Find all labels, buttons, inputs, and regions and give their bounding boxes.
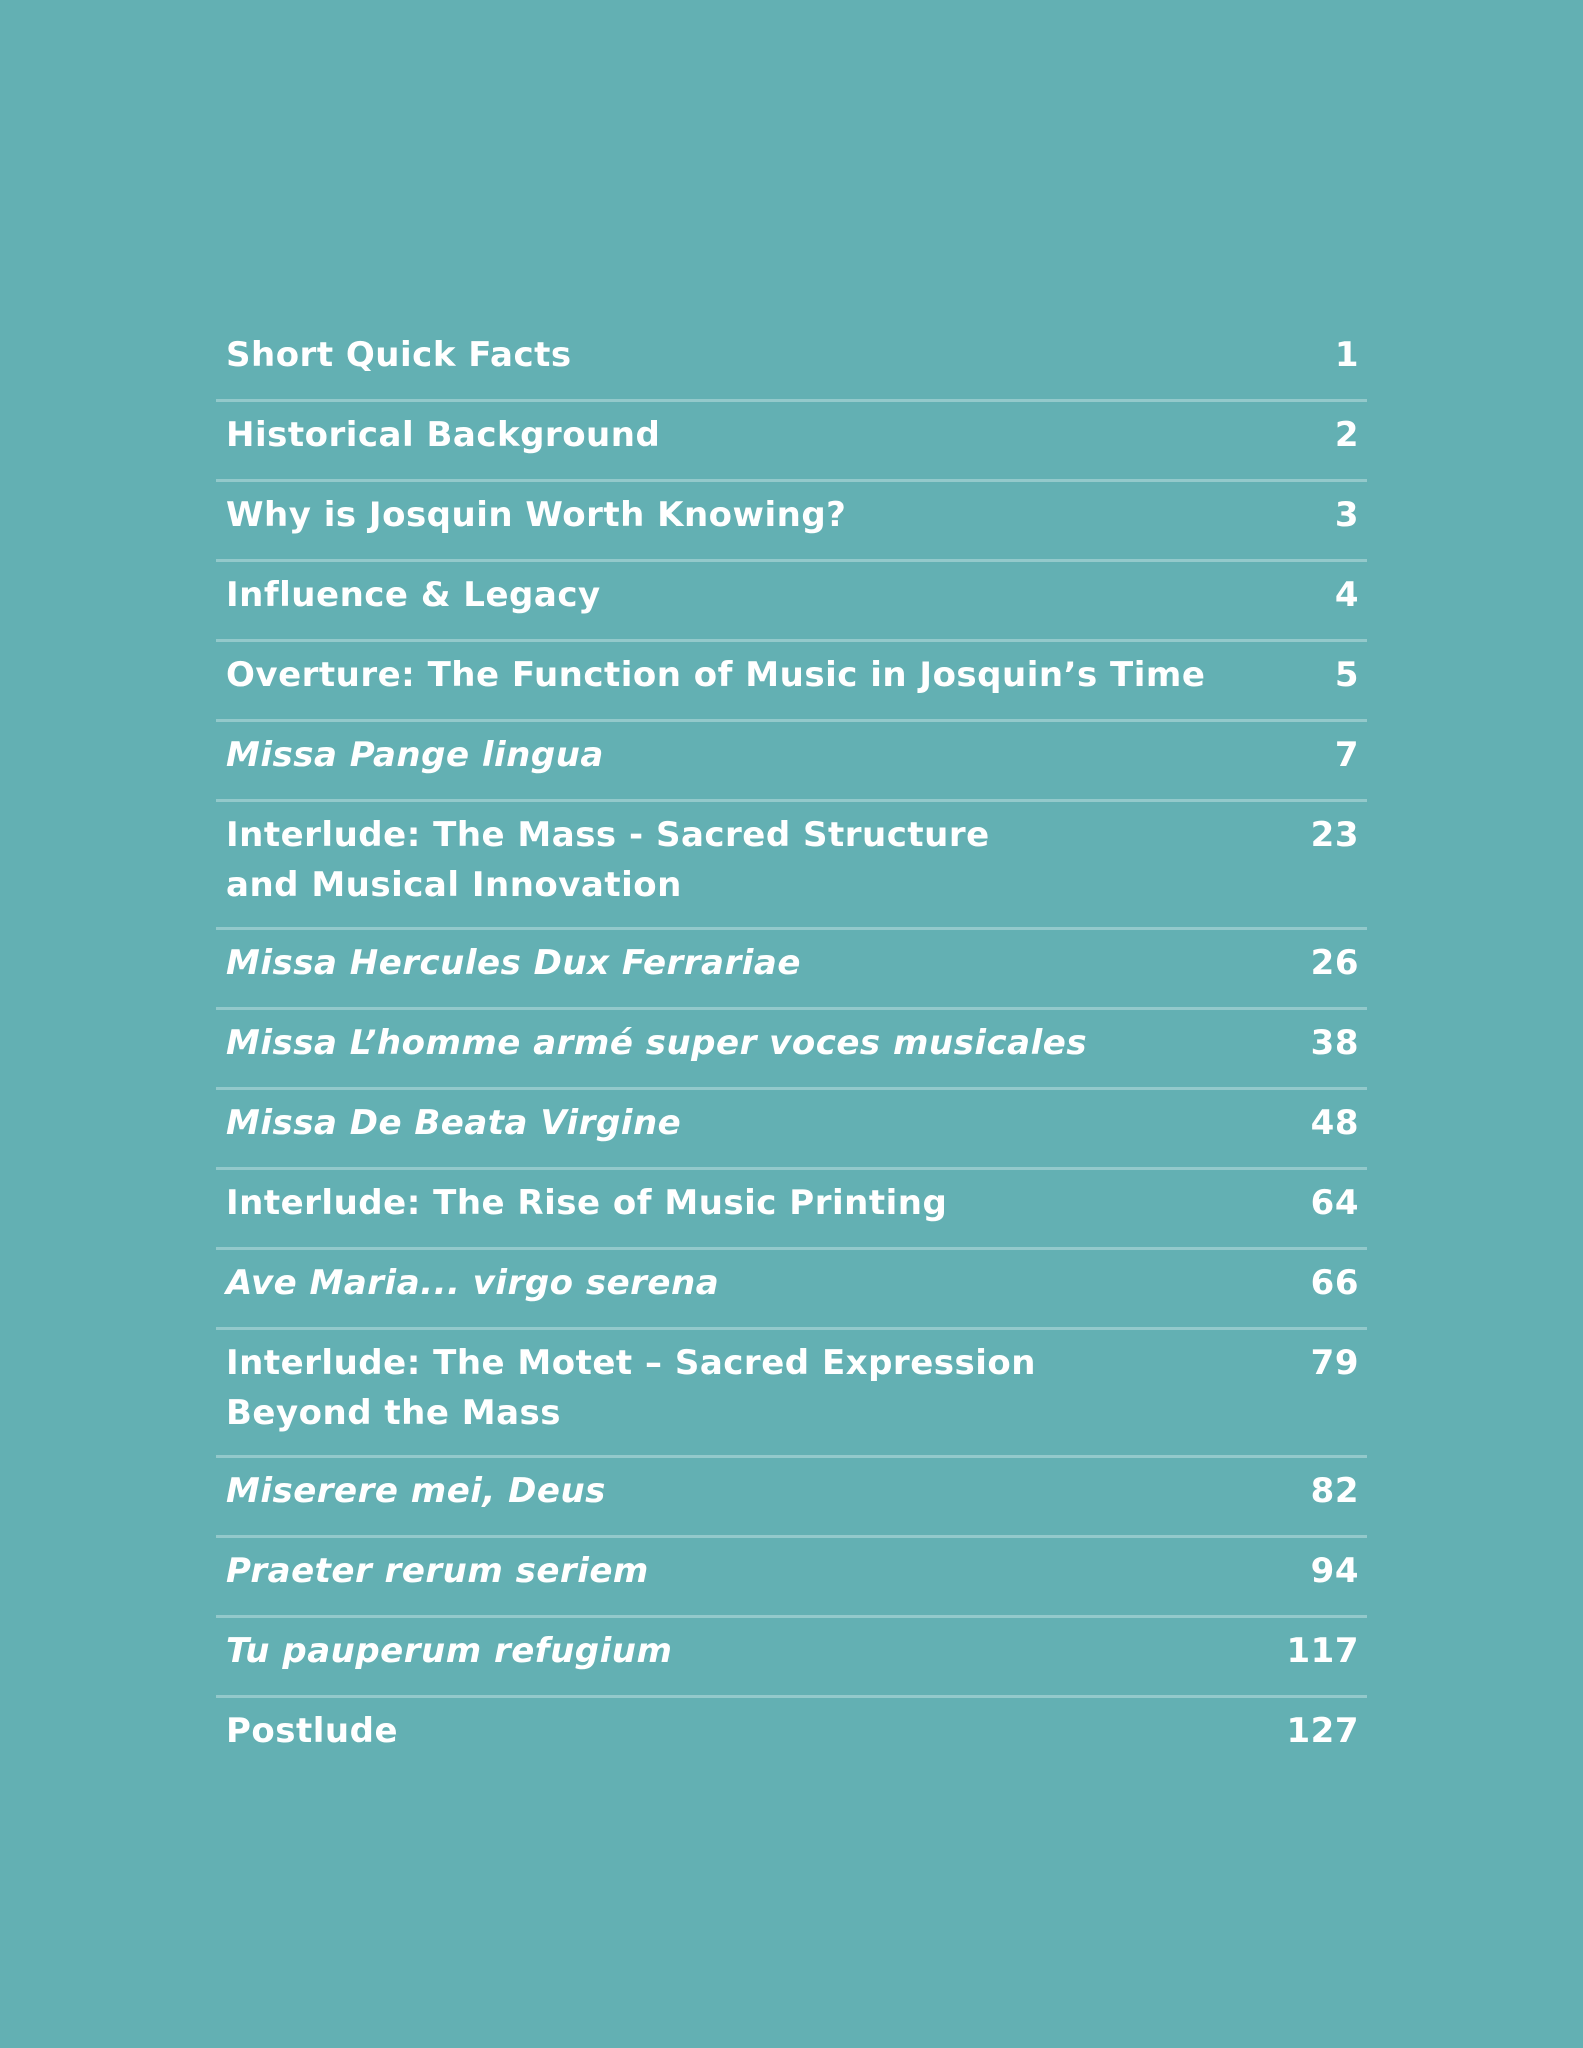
toc-entry-title: Overture: The Function of Music in Josquin’s Time — [226, 655, 1206, 695]
toc-entry-title: Tu pauperum refugium — [226, 1631, 673, 1671]
toc-entry-page-number: 79 — [1310, 1343, 1359, 1383]
toc-entry[interactable] — [216, 1618, 1367, 1698]
toc-entry[interactable] — [216, 482, 1367, 562]
toc-entry-page-number: 23 — [1310, 815, 1359, 855]
toc-entry-page-number: 66 — [1310, 1263, 1359, 1303]
toc-entry-title: Missa De Beata Virgine — [226, 1103, 682, 1143]
toc-entry[interactable] — [216, 322, 1367, 402]
toc-entry-page-number: 26 — [1310, 943, 1359, 983]
toc-entry-title: Why is Josquin Worth Knowing? — [226, 495, 847, 535]
toc-entry[interactable] — [216, 642, 1367, 722]
toc-entry-page-number: 5 — [1334, 655, 1359, 695]
toc-entry[interactable] — [216, 1458, 1367, 1538]
toc-entry-title: Praeter rerum seriem — [226, 1551, 649, 1591]
table-of-contents — [216, 322, 1367, 1778]
toc-entry[interactable] — [216, 1090, 1367, 1170]
toc-entry[interactable] — [216, 1170, 1367, 1250]
toc-entry-title: Influence & Legacy — [226, 575, 601, 615]
toc-entry[interactable] — [216, 1330, 1367, 1458]
toc-entry-title: Short Quick Facts — [226, 335, 572, 375]
toc-entry-page-number: 4 — [1334, 575, 1359, 615]
toc-entry-page-number: 3 — [1334, 495, 1359, 535]
toc-entry-page-number: 1 — [1334, 335, 1359, 375]
toc-entry-title: Missa Hercules Dux Ferrariae — [226, 943, 801, 983]
toc-entry-title: Missa Pange lingua — [226, 735, 604, 775]
toc-entry-title: Historical Background — [226, 415, 661, 455]
toc-entry[interactable] — [216, 1698, 1367, 1778]
toc-entry-title: Ave Maria... virgo serena — [226, 1263, 720, 1303]
toc-entry-title: Interlude: The Motet – Sacred Expression Beyond the Mass — [226, 1343, 1036, 1433]
toc-entry-page-number: 2 — [1334, 415, 1359, 455]
toc-entry-page-number: 127 — [1286, 1711, 1359, 1751]
toc-entry-page-number: 38 — [1310, 1023, 1359, 1063]
toc-entry-page-number: 94 — [1310, 1551, 1359, 1591]
toc-entry[interactable] — [216, 1250, 1367, 1330]
toc-entry[interactable] — [216, 722, 1367, 802]
toc-entry[interactable] — [216, 1010, 1367, 1090]
toc-entry-page-number: 117 — [1286, 1631, 1359, 1671]
toc-entry[interactable] — [216, 930, 1367, 1010]
toc-entry[interactable] — [216, 1538, 1367, 1618]
toc-entry[interactable] — [216, 802, 1367, 930]
toc-entry-page-number: 7 — [1334, 735, 1359, 775]
toc-entry[interactable] — [216, 402, 1367, 482]
toc-entry-title: Postlude — [226, 1711, 399, 1751]
toc-entry[interactable] — [216, 562, 1367, 642]
toc-entry-page-number: 82 — [1310, 1471, 1359, 1511]
toc-entry-page-number: 64 — [1310, 1183, 1359, 1223]
toc-entry-title: Interlude: The Mass - Sacred Structure and Musical Innovation — [226, 815, 990, 905]
toc-entry-page-number: 48 — [1310, 1103, 1359, 1143]
toc-entry-title: Miserere mei, Deus — [226, 1471, 606, 1511]
toc-entry-title: Missa L’homme armé super voces musicales — [226, 1023, 1088, 1063]
toc-entry-title: Interlude: The Rise of Music Printing — [226, 1183, 948, 1223]
